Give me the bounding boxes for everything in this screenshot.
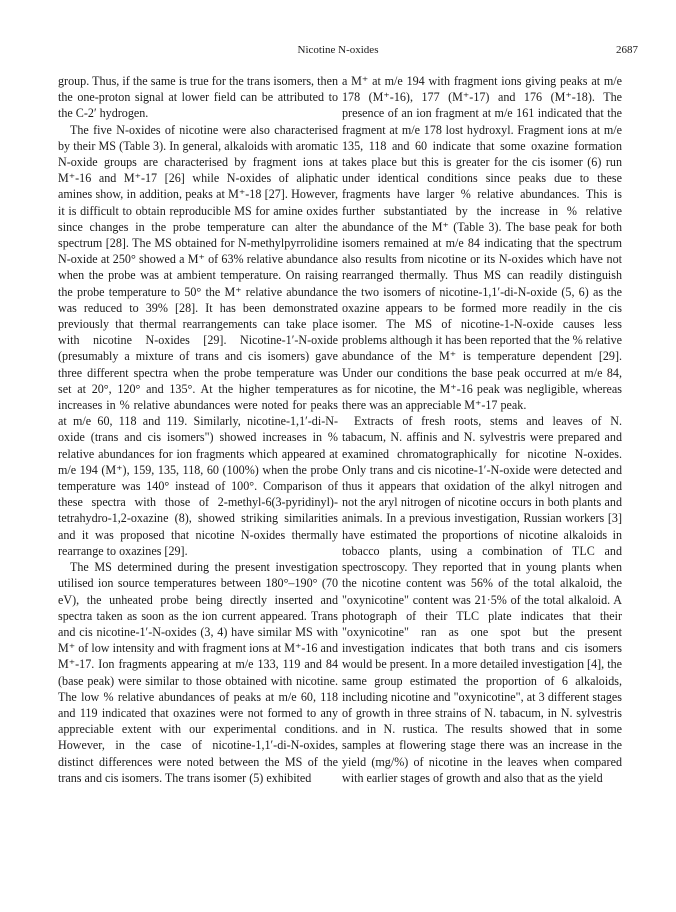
running-head: [0, 44, 676, 60]
right-column: [342, 73, 622, 786]
paragraph-ms-present-investigation: The MS determined during the present investigation utilised ion source temperatures between 180°–190° (70 eV), the unheated probe being directly inserted and spectra taken as soon as the ion current appeared. Trans and cis nicotine-1′-N-oxides (3, 4) have similar MS with M⁺ of low intensity and with fragment ions at M⁺-16 and M⁺-17. Ion fragments appearing at m/e 133, 119 and 84 (base peak) were similar to those obtained with nicotine. The low % relative abundances of peaks at m/e 60, 118 and 119 indicated that oxazines were not formed to any appreciable extent with our experimental conditions. However, in the case of nicotine-1,1′-di-N-oxides, distinct differences were noted between the MS of the trans and cis isomers. The trans isomer (5) exhibited: [58, 560, 338, 785]
paragraph-ms-continued: a M⁺ at m/e 194 with fragment ions giving peaks at m/e 178 (M⁺-16), 177 (M⁺-17) and 176 (M⁺-18). The presence of an ion fragment at m/e 161 indicated that the fragment at m/e 178 lost hydroxyl. Fragment ions at m/e 135, 118 and 60 indicate that some oxazine formation takes place but this is greater for the cis isomer (6) run under identical conditions since peaks due to these fragments have larger % relative abundances. This is further substantiated by the increase in % relative abundance of the M⁺ (Table 3). The base peak for both isomers remained at m/e 84 indicating that the spectrum also results from nicotine or its N-oxides which have not rearranged thermally. Thus MS can readily distinguish the two isomers of nicotine-1,1′-di-N-oxide (5, 6) as the oxazine appears to be formed more readily in the cis isomer. The MS of nicotine-1-N-oxide causes less problems although it has been reported that the % relative abundance of the M⁺ is temperature dependent [29]. Under our conditions the base peak occurred at m/e 84, as for nicotine, the M⁺-16 peak was negligible, whereas there was an appreciable M⁺-17 peak.: [342, 74, 622, 413]
paragraph-plant-extracts: Extracts of fresh roots, stems and leaves of N. tabacum, N. affinis and N. sylvestris were prepared and examined chromatographically for nicotine N-oxides. Only trans and cis nicotine-1′-N-oxide were detected and thus it appears that oxidation of the alkyl nitrogen and not the aryl nitrogen of nicotine occurs in both plants and animals. In a previous investigation, Russian workers [3] have estimated the proportions of nicotine alkaloids in tobacco plants, using a combination of TLC and spectroscopy. They reported that in young plants when the nicotine content was 56% of the total alkaloid, the "oxynicotine" content was 21·5% of the total alkaloid. A photograph of their TLC plate indicates that their "oxynicotine" ran as one spot but the present investigation indicates that both trans and cis isomers would be present. In a more detailed investigation [4], the same group estimated the proportion of 6 alkaloids, including nicotine and "oxynicotine", at 3 different stages of growth in three strains of N. tabacum, in N. sylvestris and in N. rustica. The results showed that in some samples at flowering stage there was an increase in the yield (mg/%) of nicotine in the leaves when compared with earlier stages of growth and also that as the yield: [342, 414, 622, 785]
paragraph-continuation: group. Thus, if the same is true for the trans isomers, then the one-proton signal at lower field can be attributed to the C-2′ hydrogen.: [58, 74, 338, 121]
page-number: 2687: [616, 44, 638, 56]
left-column: [58, 73, 338, 786]
running-title: Nicotine N-oxides: [297, 44, 379, 56]
paragraph-ms-characterisation: The five N-oxides of nicotine were also characterised by their MS (Table 3). In general, alkaloids with aromatic N-oxide groups are characterised by fragment ions at M⁺-16 and M⁺-17 [26] while N-oxides of aliphatic amines show, in addition, peaks at M⁺-18 [27]. However, it is difficult to obtain reproducible MS for amine oxides since changes in the probe temperature can alter the spectrum [28]. The MS obtained for N-methylpyrrolidine N-oxide at 250° showed a M⁺ of 63% relative abundance when the probe was at ambient temperature. On raising the probe temperature to 50° the M⁺ relative abundance was reduced to 39% [28]. It has been demonstrated previously that thermal rearrangements can take place with nicotine N-oxides [29]. Nicotine-1′-N-oxide (presumably a mixture of trans and cis isomers) gave three different spectra when the probe temperature was set at 20°, 120° and 135°. At the higher temperatures increases in % relative abundances were noted for peaks at m/e 60, 118 and 119. Similarly, nicotine-1,1′-di-N-oxide (trans and cis isomers") showed increases in % relative abundances for ion fragments which appeared at m/e 194 (M⁺), 159, 135, 118, 60 (100%) when the probe temperature was 140° instead of 100°. Comparison of these spectra with those of 2-methyl-6(3-pyridinyl)-tetrahydro-1,2-oxazine (8), showed striking similarities and it was proposed that nicotine N-oxides thermally rearrange to oxazines [29].: [58, 122, 338, 558]
